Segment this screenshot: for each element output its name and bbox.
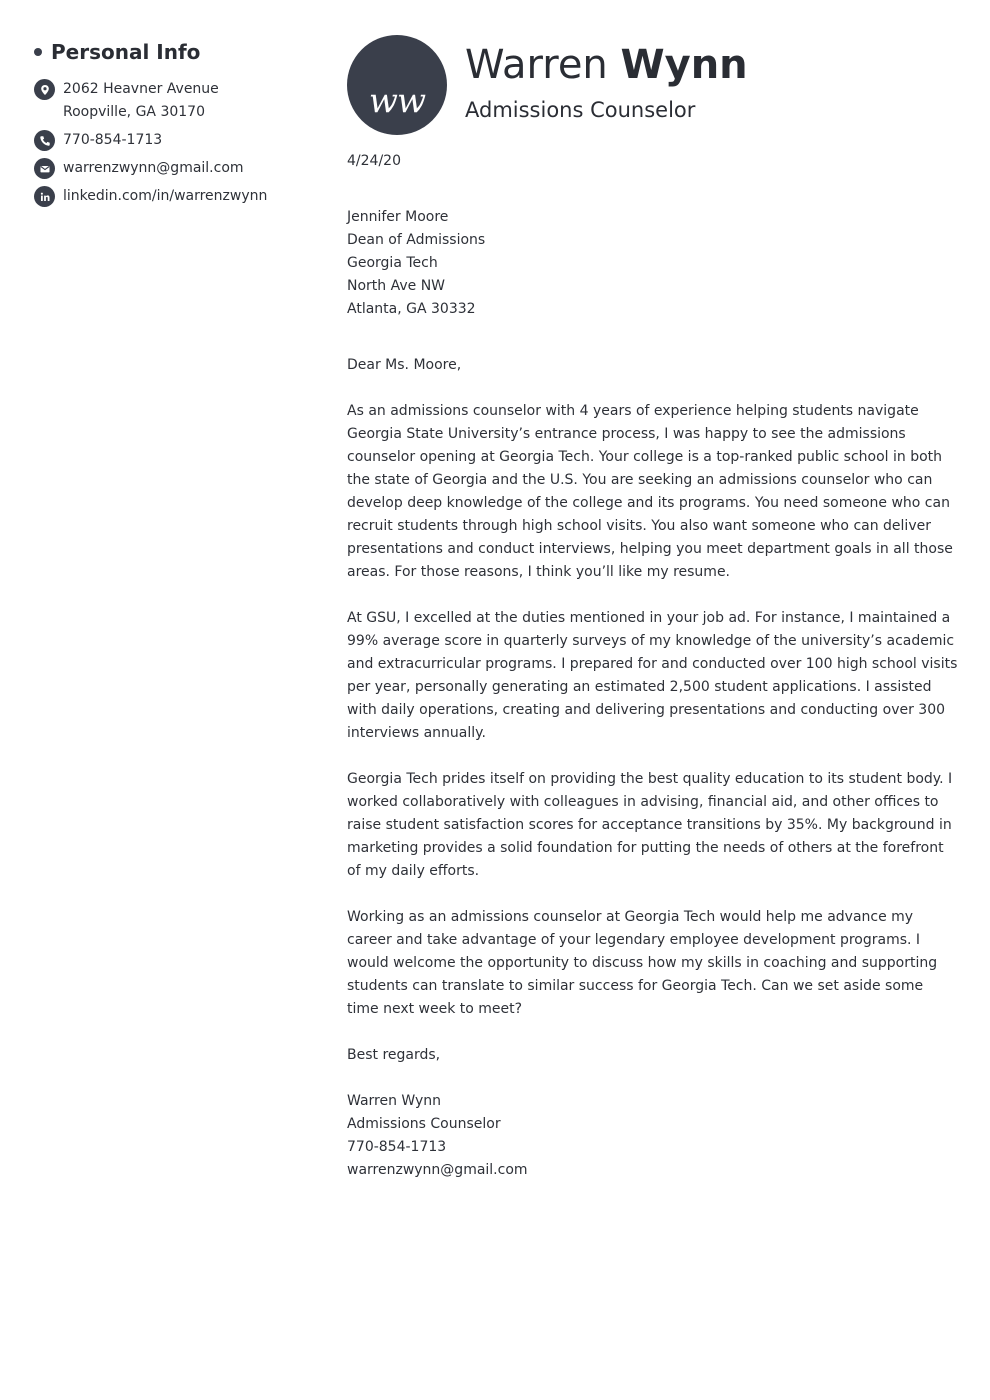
salutation: Dear Ms. Moore, (347, 357, 462, 373)
linkedin-text[interactable]: linkedin.com/in/warrenzwynn (63, 188, 268, 204)
body-paragraph: Working as an admissions counselor at Georgia Tech would help me advance my career and take advantage of your legendary employee development programs. I would welcome the opportunity to discuss how my skills in coaching and supporting students can translate to similar success for Georgia Tech. Can we set aside some time next week to meet? (347, 909, 938, 1017)
signature-block (347, 1090, 959, 1182)
monogram-initials: ww (368, 81, 426, 121)
envelope-icon (34, 158, 55, 179)
recipient-title: Dean of Admissions (347, 232, 486, 248)
recipient-city: Atlanta, GA 30332 (347, 301, 476, 317)
first-name: Warren (465, 42, 608, 88)
signature-name: Warren Wynn (347, 1093, 442, 1109)
last-name: Wynn (620, 42, 748, 88)
phone-row (34, 129, 324, 152)
signature-email[interactable]: warrenzwynn@gmail.com (347, 1162, 528, 1178)
email-row (34, 157, 324, 180)
linkedin-icon (34, 186, 55, 207)
closing: Best regards, (347, 1047, 441, 1063)
monogram-avatar (347, 35, 447, 135)
sidebar (34, 38, 324, 213)
body-paragraph: At GSU, I excelled at the duties mentioned in your job ad. For instance, I maintained a 99% average score in quarterly surveys of my knowledge of the university’s academic and extracurricular programs. I prepared for and conducted over 100 high school visits per year, personally generating an estimated 2,500 student applications. I assisted with daily operations, creating and delivering presentations and conducting over 300 interviews annually. (347, 610, 958, 741)
body-paragraph: Georgia Tech prides itself on providing the best quality education to its student body. I worked collaboratively with colleagues in advising, financial aid, and other offices to raise student satisfaction scores for acceptance transitions by 35%. My background in marketing provides a solid foundation for putting the needs of others at the forefront of my daily efforts. (347, 771, 953, 879)
address-line-1: 2062 Heavner Avenue (63, 81, 219, 97)
location-pin-icon (34, 79, 55, 100)
applicant-name (465, 40, 748, 90)
phone-icon (34, 130, 55, 151)
address-text (63, 78, 219, 124)
recipient-organization: Georgia Tech (347, 255, 438, 271)
signature-title: Admissions Counselor (347, 1116, 501, 1132)
body-paragraph: As an admissions counselor with 4 years of experience helping students navigate Georgia State University’s entrance process, I was happy to see the admissions counselor opening at Georgia Tech. Your college is a top-ranked public school in both the state of Georgia and the U.S. You are seeking an admissions counselor who can develop deep knowledge of the college and its programs. You need someone who can recruit students through high school visits. You also want someone who can deliver presentations and conduct interviews, helping you meet department goals in all those areas. For those reasons, I think you’ll like my resume. (347, 403, 953, 580)
address-line-2: Roopville, GA 30170 (63, 104, 205, 120)
job-title: Admissions Counselor (465, 98, 696, 122)
recipient-street: North Ave NW (347, 278, 446, 294)
linkedin-row (34, 185, 324, 208)
personal-info-title: Personal Info (51, 40, 201, 64)
letter-body (347, 150, 959, 1182)
signature-phone: 770-854-1713 (347, 1139, 447, 1155)
recipient-block (347, 206, 959, 321)
personal-info-heading (34, 38, 324, 66)
phone-text: 770-854-1713 (63, 132, 163, 148)
recipient-name: Jennifer Moore (347, 209, 449, 225)
letter-date: 4/24/20 (347, 153, 401, 169)
address-row (34, 78, 324, 124)
bullet-icon (34, 48, 42, 56)
email-text[interactable]: warrenzwynn@gmail.com (63, 160, 244, 176)
